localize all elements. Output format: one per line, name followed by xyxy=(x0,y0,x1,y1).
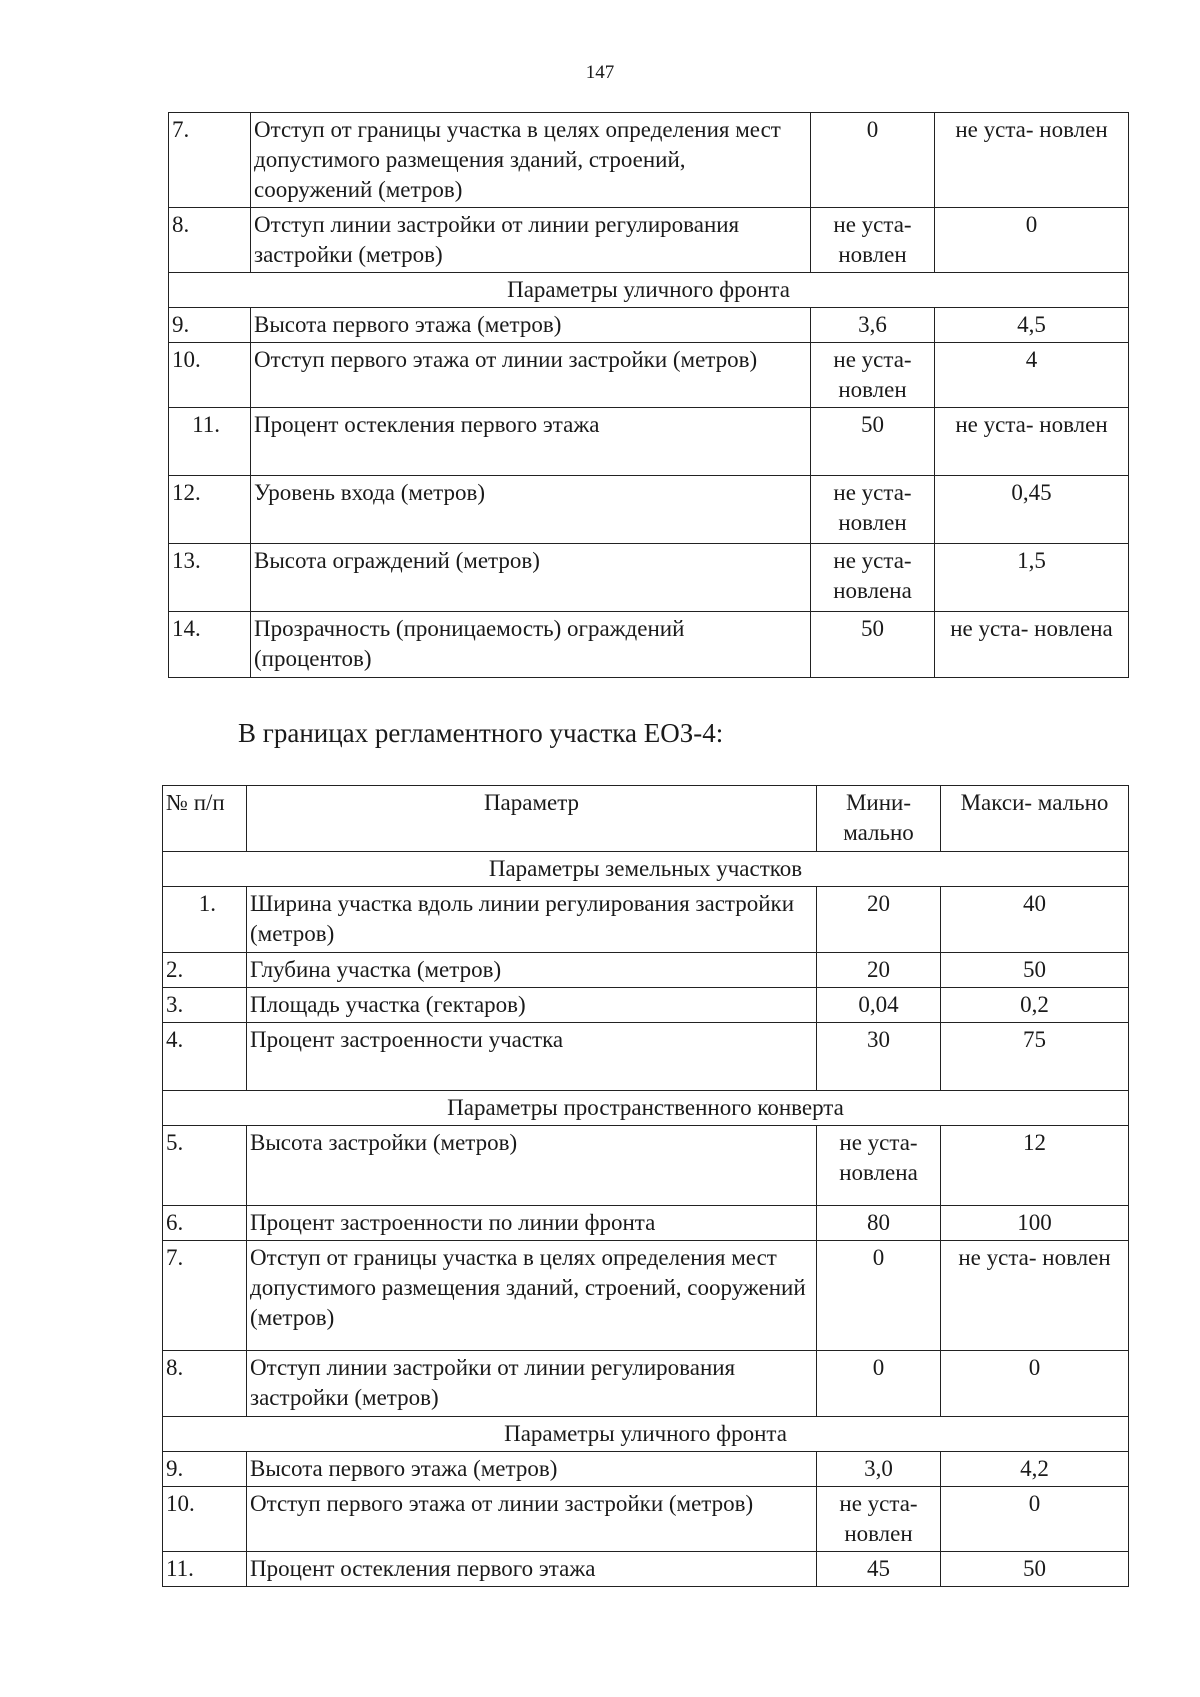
row-parameter: Отступ от границы участка в целях определения мест допустимого размещения зданий, строений, сооружений (метров) xyxy=(247,1241,817,1351)
row-parameter: Отступ первого этажа от линии застройки (метров) xyxy=(247,1487,817,1552)
row-min-value: 20 xyxy=(817,953,941,988)
table-row xyxy=(163,1126,1129,1206)
row-min-value: не уста- новлен xyxy=(811,343,935,408)
table-row xyxy=(163,887,1129,953)
row-max-value: 0,2 xyxy=(941,988,1129,1023)
table-row xyxy=(169,612,1129,678)
row-number: 11. xyxy=(169,408,251,476)
row-number: 7. xyxy=(169,113,251,208)
table-row xyxy=(169,113,1129,208)
table-row xyxy=(169,408,1129,476)
row-number: 3. xyxy=(163,988,247,1023)
row-min-value: не уста- новлена xyxy=(811,544,935,612)
page-number: 147 xyxy=(585,62,615,83)
section-caption: В границах регламентного участка ЕОЗ-4: xyxy=(238,718,724,748)
row-number: 12. xyxy=(169,476,251,544)
parameters-table-continued xyxy=(168,112,1129,678)
row-min-value: не уста- новлен xyxy=(811,208,935,273)
header-parameter: Параметр xyxy=(247,786,817,852)
table-row xyxy=(163,1351,1129,1417)
header-number: № п/п xyxy=(163,786,247,852)
row-max-value: 0 xyxy=(935,208,1129,273)
row-max-value: 0,45 xyxy=(935,476,1129,544)
table-row xyxy=(169,544,1129,612)
row-max-value: не уста- новлен xyxy=(935,113,1129,208)
row-min-value: 0,04 xyxy=(817,988,941,1023)
row-max-value: 4 xyxy=(935,343,1129,408)
row-max-value: не уста- новлен xyxy=(941,1241,1129,1351)
row-max-value: 100 xyxy=(941,1206,1129,1241)
row-number: 8. xyxy=(169,208,251,273)
row-max-value: 4,2 xyxy=(941,1452,1129,1487)
row-max-value: 75 xyxy=(941,1023,1129,1091)
row-parameter: Отступ от границы участка в целях определения мест допустимого размещения зданий, строений, сооружений (метров) xyxy=(251,113,811,208)
row-number: 14. xyxy=(169,612,251,678)
table-row xyxy=(163,1241,1129,1351)
row-max-value: 0 xyxy=(941,1487,1129,1552)
row-min-value: 50 xyxy=(811,612,935,678)
row-max-value: 50 xyxy=(941,953,1129,988)
table-row xyxy=(163,1206,1129,1241)
row-number: 8. xyxy=(163,1351,247,1417)
row-number: 6. xyxy=(163,1206,247,1241)
row-min-value: 45 xyxy=(817,1552,941,1587)
row-number: 7. xyxy=(163,1241,247,1351)
row-max-value: 0 xyxy=(941,1351,1129,1417)
row-min-value: 0 xyxy=(817,1351,941,1417)
table-row xyxy=(163,1452,1129,1487)
row-parameter: Отступ линии застройки от линии регулирования застройки (метров) xyxy=(251,208,811,273)
table-row xyxy=(163,1487,1129,1552)
row-min-value: 3,6 xyxy=(811,308,935,343)
row-parameter: Площадь участка (гектаров) xyxy=(247,988,817,1023)
row-max-value: 1,5 xyxy=(935,544,1129,612)
row-min-value: 3,0 xyxy=(817,1452,941,1487)
table-row xyxy=(163,1552,1129,1587)
table-row xyxy=(163,988,1129,1023)
table-row xyxy=(169,208,1129,273)
parameters-table-eoz4 xyxy=(162,785,1129,1587)
row-min-value: 80 xyxy=(817,1206,941,1241)
row-number: 1. xyxy=(163,887,247,953)
header-min: Мини- мально xyxy=(817,786,941,852)
row-number: 2. xyxy=(163,953,247,988)
table-row xyxy=(163,1023,1129,1091)
table-row xyxy=(169,343,1129,408)
table-row xyxy=(169,308,1129,343)
row-parameter: Отступ первого этажа от линии застройки (метров) xyxy=(251,343,811,408)
row-parameter: Прозрачность (проницаемость) ограждений (процентов) xyxy=(251,612,811,678)
section-title: Параметры пространственного конверта xyxy=(163,1091,1129,1126)
row-parameter: Отступ линии застройки от линии регулирования застройки (метров) xyxy=(247,1351,817,1417)
row-number: 11. xyxy=(163,1552,247,1587)
row-parameter: Процент остекления первого этажа xyxy=(247,1552,817,1587)
row-min-value: 0 xyxy=(817,1241,941,1351)
row-max-value: 50 xyxy=(941,1552,1129,1587)
row-parameter: Ширина участка вдоль линии регулирования застройки (метров) xyxy=(247,887,817,953)
table-row xyxy=(163,953,1129,988)
row-parameter: Высота первого этажа (метров) xyxy=(251,308,811,343)
row-min-value: 20 xyxy=(817,887,941,953)
row-min-value: не уста- новлена xyxy=(817,1126,941,1206)
row-parameter: Уровень входа (метров) xyxy=(251,476,811,544)
table-row xyxy=(169,476,1129,544)
row-min-value: 30 xyxy=(817,1023,941,1091)
row-parameter: Процент застроенности по линии фронта xyxy=(247,1206,817,1241)
section-row xyxy=(163,1417,1129,1452)
row-parameter: Высота первого этажа (метров) xyxy=(247,1452,817,1487)
section-title: Параметры уличного фронта xyxy=(169,273,1129,308)
row-parameter: Высота ограждений (метров) xyxy=(251,544,811,612)
row-number: 10. xyxy=(169,343,251,408)
row-parameter: Процент остекления первого этажа xyxy=(251,408,811,476)
section-row xyxy=(169,273,1129,308)
table-header-row xyxy=(163,786,1129,852)
row-max-value: 4,5 xyxy=(935,308,1129,343)
row-min-value: не уста- новлен xyxy=(817,1487,941,1552)
row-number: 9. xyxy=(163,1452,247,1487)
section-title: Параметры уличного фронта xyxy=(163,1417,1129,1452)
row-max-value: 40 xyxy=(941,887,1129,953)
section-row xyxy=(163,1091,1129,1126)
row-number: 4. xyxy=(163,1023,247,1091)
header-max: Макси- мально xyxy=(941,786,1129,852)
row-max-value: 12 xyxy=(941,1126,1129,1206)
row-max-value: не уста- новлен xyxy=(935,408,1129,476)
row-parameter: Процент застроенности участка xyxy=(247,1023,817,1091)
row-min-value: не уста- новлен xyxy=(811,476,935,544)
section-row xyxy=(163,852,1129,887)
row-min-value: 0 xyxy=(811,113,935,208)
row-min-value: 50 xyxy=(811,408,935,476)
row-number: 10. xyxy=(163,1487,247,1552)
row-parameter: Глубина участка (метров) xyxy=(247,953,817,988)
row-max-value: не уста- новлена xyxy=(935,612,1129,678)
row-parameter: Высота застройки (метров) xyxy=(247,1126,817,1206)
row-number: 9. xyxy=(169,308,251,343)
row-number: 13. xyxy=(169,544,251,612)
section-title: Параметры земельных участков xyxy=(163,852,1129,887)
row-number: 5. xyxy=(163,1126,247,1206)
